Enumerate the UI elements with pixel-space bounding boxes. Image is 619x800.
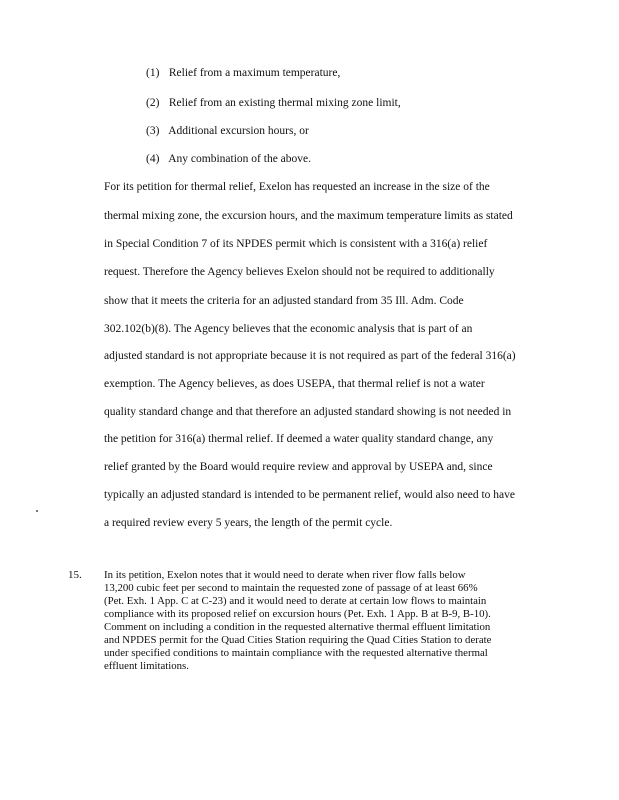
paragraph-line: 302.102(b)(8). The Agency believes that the economic analysis that is part of an xyxy=(104,323,473,335)
paragraph-line: adjusted standard is not appropriate because it is not required as part of the federal 316(a) xyxy=(104,350,516,362)
paragraph-line: thermal mixing zone, the excursion hours, and the maximum temperature limits as stated xyxy=(104,210,513,222)
paragraph-line: a required review every 5 years, the length of the permit cycle. xyxy=(104,517,393,529)
paragraph-15-line: and NPDES permit for the Quad Cities Station requiring the Quad Cities Station to derate xyxy=(104,634,492,646)
list-item xyxy=(146,152,311,166)
paragraph-line: show that it meets the criteria for an adjusted standard from 35 Ill. Adm. Code xyxy=(104,295,464,307)
paragraph-number: 15. xyxy=(68,569,82,581)
paragraph-15-line: (Pet. Exh. 1 App. C at C-23) and it would need to derate at certain low flows to maintain xyxy=(104,595,487,607)
paragraph-line: the petition for 316(a) thermal relief. If deemed a water quality standard change, any xyxy=(104,433,494,445)
list-item xyxy=(146,66,340,80)
list-item-number: (1) xyxy=(146,67,160,79)
paragraph-15-line: Comment on including a condition in the requested alternative thermal effluent limitation xyxy=(104,621,491,633)
paragraph-line: in Special Condition 7 of its NPDES permit which is consistent with a 316(a) relief xyxy=(104,238,488,250)
list-item-text: Additional excursion hours, or xyxy=(168,125,309,137)
paragraph-line: For its petition for thermal relief, Exelon has requested an increase in the size of the xyxy=(104,181,490,193)
list-item-number: (2) xyxy=(146,97,160,109)
paragraph-line: quality standard change and that therefore an adjusted standard showing is not needed in xyxy=(104,406,512,418)
list-item-text: Relief from a maximum temperature, xyxy=(168,67,341,79)
list-item xyxy=(146,96,401,110)
paragraph-15-line: compliance with its proposed relief on excursion hours (Pet. Exh. 1 App. B at B-9, B-10). xyxy=(104,608,491,620)
paragraph-line: request. Therefore the Agency believes Exelon should not be required to additionally xyxy=(104,266,495,278)
paragraph-line: exemption. The Agency believes, as does USEPA, that thermal relief is not a water xyxy=(104,378,485,390)
paragraph-15-line: effluent limitations. xyxy=(104,660,189,672)
paragraph-15-line: In its petition, Exelon notes that it would need to derate when river flow falls below xyxy=(104,569,466,581)
list-item-number: (3) xyxy=(146,125,160,137)
list-item-text: Any combination of the above. xyxy=(168,153,312,165)
paragraph-line: typically an adjusted standard is intended to be permanent relief, would also need to have xyxy=(104,489,515,501)
scan-speck xyxy=(36,510,38,512)
paragraph-15-line: 13,200 cubic feet per second to maintain the requested zone of passage of at least 66% xyxy=(104,582,478,594)
paragraph-line: relief granted by the Board would require review and approval by USEPA and, since xyxy=(104,461,493,473)
list-item-text: Relief from an existing thermal mixing zone limit, xyxy=(168,97,401,109)
list-item xyxy=(146,124,309,138)
list-item-number: (4) xyxy=(146,153,160,165)
paragraph-15-line: under specified conditions to maintain compliance with the requested alternative thermal xyxy=(104,647,488,659)
